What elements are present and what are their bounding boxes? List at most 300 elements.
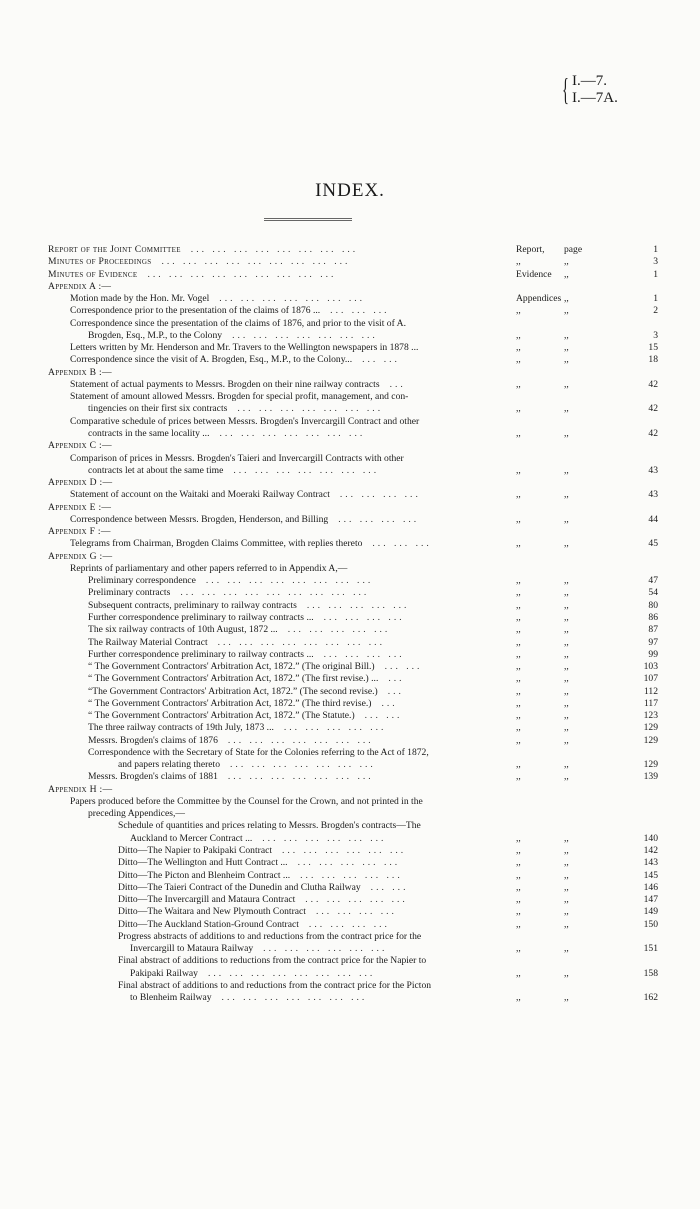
- dot-leader: ... ... ... ...: [339, 489, 421, 501]
- index-entry-row: [48, 747, 658, 759]
- index-entry-row: [48, 612, 658, 624]
- dot-leader: ... ...: [364, 710, 403, 722]
- page-number: 86: [648, 611, 658, 623]
- page-number: 97: [648, 636, 658, 648]
- index-entry-label: [70, 538, 508, 550]
- source-page-word: ,,: [564, 624, 569, 636]
- dot-leader: ... ... ...: [372, 538, 432, 550]
- index-entry-row: [48, 293, 658, 305]
- page-number: 103: [643, 661, 658, 673]
- source-section: ,,: [516, 771, 521, 783]
- dot-leader: ...: [387, 685, 404, 697]
- index-entry-row: [48, 968, 658, 980]
- index-entry-label: [88, 649, 508, 661]
- source-page-word: ,,: [564, 587, 569, 599]
- page-number: 129: [643, 722, 658, 734]
- dot-leader: ... ... ... ...: [338, 513, 420, 525]
- source-section: Report,: [516, 244, 545, 255]
- entry-text: Ditto—The Waitara and New Plymouth Contract: [118, 906, 306, 918]
- index-entry-label: [88, 637, 508, 649]
- source-section: ,,: [516, 869, 521, 881]
- source-section: ,,: [516, 857, 521, 869]
- index-entry-label: [48, 269, 508, 281]
- index-heading-row: [48, 281, 658, 293]
- dot-leader: ... ... ... ... ... ... ...: [230, 759, 376, 771]
- index-heading-row: [48, 244, 658, 256]
- index-entry-row: [48, 318, 658, 330]
- dot-leader: ... ... ... ... ...: [283, 722, 387, 734]
- index-entry-label: [48, 526, 508, 538]
- index-entry-row: [48, 661, 658, 673]
- index-entry-row: [48, 587, 658, 599]
- index-entry-label: [130, 992, 508, 1004]
- entry-text: Correspondence with the Secretary of State for the Colonies referring to the Act of 1872,: [88, 746, 429, 758]
- index-entry-row: [48, 980, 658, 992]
- source-page-word: ,,: [564, 575, 569, 587]
- source-section: ,,: [516, 575, 521, 587]
- source-page-word: ,,: [564, 685, 569, 697]
- source-page-word: ,,: [564, 881, 569, 893]
- entry-text: The three railway contracts of 19th July, 1873 ...: [88, 722, 274, 734]
- index-entry-row: [48, 882, 658, 894]
- entry-text: contracts let at about the same time: [88, 464, 224, 476]
- page-number: 129: [643, 734, 658, 746]
- index-entry-label: [48, 367, 508, 379]
- dot-leader: ... ... ... ... ... ...: [263, 943, 388, 955]
- index-entry-label: [88, 587, 508, 599]
- entry-text: “The Government Contractors' Arbitration Act, 1872.” (The second revise.): [88, 685, 378, 697]
- index-entry-label: [70, 489, 508, 501]
- entry-text: Correspondence between Messrs. Brogden, Henderson, and Billing: [70, 513, 329, 525]
- index-entry-label: [88, 403, 508, 415]
- entry-text: Preliminary correspondence: [88, 575, 196, 587]
- source-section: ,,: [516, 329, 521, 341]
- index-entry-label: [88, 686, 508, 698]
- reference-line-2: I.—7A.: [572, 90, 618, 106]
- index-entry-row: [48, 820, 658, 832]
- dot-leader: ... ... ... ... ... ... ... ... ...: [147, 268, 337, 280]
- source-page-word: ,,: [564, 329, 569, 341]
- dot-leader: ... ... ... ... ... ...: [262, 832, 387, 844]
- source-page-word: ,,: [564, 342, 569, 354]
- page-number: 15: [648, 342, 658, 354]
- source-page-word: ,,: [564, 734, 569, 746]
- entry-text: contracts in the same locality ...: [88, 427, 210, 439]
- source-section: ,,: [516, 599, 521, 611]
- index-entry-label: [88, 735, 508, 747]
- entry-text: Ditto—The Napier to Pakipaki Contract: [118, 845, 272, 857]
- index-entry-label: [88, 747, 508, 759]
- source-section: ,,: [516, 305, 521, 317]
- source-page-word: ,,: [564, 354, 569, 366]
- source-page-word: ,,: [564, 967, 569, 979]
- entry-text: Statement of actual payments to Messrs. Brogden on their nine railway contracts: [70, 378, 380, 390]
- source-page-word: ,,: [564, 918, 569, 930]
- dot-leader: ... ...: [384, 661, 423, 673]
- index-entry-label: [118, 980, 508, 992]
- source-section: ,,: [516, 697, 521, 709]
- entry-text: to Blenheim Railway: [130, 992, 212, 1004]
- dot-leader: ... ... ... ... ... ... ...: [233, 464, 380, 476]
- index-heading-row: [48, 502, 658, 514]
- page-number: 123: [643, 710, 658, 722]
- entry-text: Auckland to Mercer Contract ...: [130, 832, 253, 844]
- index-entry-row: [48, 600, 658, 612]
- source-section: ,,: [516, 427, 521, 439]
- page-number: 151: [643, 943, 658, 955]
- reference-line-1: I.—7.: [572, 73, 607, 89]
- page-number: 87: [648, 624, 658, 636]
- dot-leader: ...: [389, 378, 406, 390]
- page-number: 2: [653, 305, 658, 317]
- source-section: ,,: [516, 832, 521, 844]
- entry-text: Appendix A :—: [48, 280, 112, 292]
- source-section: ,,: [516, 967, 521, 979]
- entry-text: The six railway contracts of 10th August, 1872 ...: [88, 624, 278, 636]
- index-entry-label: [130, 943, 508, 955]
- index-entry-label: [70, 453, 508, 465]
- entry-text: “ The Government Contractors' Arbitration Act, 1872.” (The third revise.): [88, 697, 372, 709]
- entry-text: Appendix F :—: [48, 526, 111, 538]
- source-page-word: ,,: [564, 256, 569, 268]
- entry-text: “ The Government Contractors' Arbitration Act, 1872.” (The first revise.) ...: [88, 673, 379, 685]
- source-page-word: ,,: [564, 894, 569, 906]
- page-number: 107: [643, 673, 658, 685]
- entry-text: Correspondence prior to the presentation of the claims of 1876 ...: [70, 305, 321, 317]
- entry-text: Final abstract of additions to reductions from the contract price for the Napier to: [118, 955, 427, 967]
- index-heading-row: [48, 526, 658, 538]
- index-entry-label: [88, 575, 508, 587]
- source-section: ,,: [516, 403, 521, 415]
- page-number: 146: [643, 881, 658, 893]
- index-entry-label: [48, 784, 508, 796]
- entry-text: Invercargill to Mataura Railway: [130, 943, 254, 955]
- index-entry-row: [48, 698, 658, 710]
- index-entry-label: [118, 870, 508, 882]
- source-section: Appendices: [516, 293, 562, 305]
- dot-leader: ... ... ... ... ... ... ... ...: [205, 575, 374, 587]
- entry-text: Papers produced before the Committee by the Counsel for the Crown, and not printed in the: [70, 795, 423, 807]
- dot-leader: ...: [388, 673, 405, 685]
- dot-leader: ... ... ... ...: [323, 611, 405, 623]
- index-entry-label: [70, 305, 508, 317]
- source-page-word: ,,: [564, 906, 569, 918]
- dot-leader: ... ... ... ... ... ... ... ...: [207, 967, 376, 979]
- source-page-word: ,,: [564, 857, 569, 869]
- index-entry-label: [48, 440, 508, 452]
- index-entry-row: [48, 870, 658, 882]
- source-section: Evidence: [516, 268, 552, 280]
- dot-leader: ...: [381, 697, 398, 709]
- page-number: 140: [643, 832, 658, 844]
- entry-text: Telegrams from Chairman, Brogden Claims Committee, with replies thereto: [70, 538, 363, 550]
- index-entry-label: [88, 698, 508, 710]
- index-entry-row: [48, 673, 658, 685]
- index-entry-label: [88, 330, 508, 342]
- entry-text: Appendix D :—: [48, 477, 113, 489]
- dot-leader: ... ... ... ... ...: [300, 869, 403, 881]
- dot-leader: ... ... ... ... ... ... ... ... ...: [161, 256, 351, 268]
- index-entry-row: [48, 919, 658, 931]
- index-entry-row: [48, 403, 658, 415]
- dot-leader: ... ... ... ... ... ... ...: [219, 293, 366, 305]
- source-section: ,,: [516, 661, 521, 673]
- entry-text: preceding Appendices,—: [88, 808, 185, 820]
- page-number: 139: [643, 771, 658, 783]
- source-section: ,,: [516, 378, 521, 390]
- entry-text: Comparative schedule of prices between Messrs. Brogden's Invercargill Contract and other: [70, 415, 420, 427]
- source-page-word: ,,: [564, 845, 569, 857]
- source-page-word: ,,: [564, 992, 569, 1004]
- index-entry-label: [118, 931, 508, 943]
- dot-leader: ... ... ...: [330, 305, 390, 317]
- source-page-word: ,,: [564, 403, 569, 415]
- index-entry-label: [118, 894, 508, 906]
- entry-text: Ditto—The Taieri Contract of the Dunedin and Clutha Railway: [118, 881, 361, 893]
- index-entry-row: [48, 489, 658, 501]
- dot-leader: ... ... ... ... ... ... ...: [227, 771, 374, 783]
- index-heading-row: [48, 784, 658, 796]
- source-section: ,,: [516, 734, 521, 746]
- source-page-word: ,,: [564, 771, 569, 783]
- page-number: 3: [653, 329, 658, 341]
- index-entry-label: [88, 624, 508, 636]
- entry-text: Minutes of Evidence: [48, 268, 138, 280]
- source-page-word: ,,: [564, 538, 569, 550]
- source-page-word: ,,: [564, 427, 569, 439]
- entry-text: Report of the Joint Committee: [48, 244, 181, 255]
- index-entry-row: [48, 992, 658, 1004]
- entry-text: tingencies on their first six contracts: [88, 403, 228, 415]
- index-entry-row: [48, 722, 658, 734]
- dot-leader: ... ... ... ... ... ... ... ...: [217, 636, 385, 648]
- source-page-word: ,,: [564, 268, 569, 280]
- index-entry-label: [118, 882, 508, 894]
- index-entry-label: [118, 919, 508, 931]
- index-entry-label: [88, 612, 508, 624]
- entry-text: Final abstract of additions to and reductions from the contract price for the Picton: [118, 979, 432, 991]
- index-entry-row: [48, 857, 658, 869]
- index-entry-row: [48, 894, 658, 906]
- index-entry-row: [48, 575, 658, 587]
- index-entry-row: [48, 514, 658, 526]
- index-entry-label: [70, 354, 508, 366]
- entry-text: Reprints of parliamentary and other papers referred to in Appendix A,—: [70, 562, 348, 574]
- source-section: ,,: [516, 587, 521, 599]
- page-number: 42: [648, 403, 658, 415]
- entry-text: Further correspondence preliminary to railway contracts ...: [88, 648, 314, 660]
- index-entry-row: [48, 538, 658, 550]
- source-page-word: ,,: [564, 869, 569, 881]
- index-entry-row: [48, 796, 658, 808]
- index-entry-label: [130, 833, 508, 845]
- page-number: 43: [648, 464, 658, 476]
- dot-leader: ... ... ... ... ... ...: [282, 845, 407, 857]
- dot-leader: ... ... ... ... ... ... ... ... ...: [180, 587, 370, 599]
- index-entry-row: [48, 833, 658, 845]
- entry-text: Correspondence since the presentation of the claims of 1876, and prior to the visit of A.: [70, 317, 406, 329]
- source-section: ,,: [516, 624, 521, 636]
- source-section: ,,: [516, 894, 521, 906]
- source-section: ,,: [516, 918, 521, 930]
- source-section: ,,: [516, 710, 521, 722]
- index-heading-row: [48, 477, 658, 489]
- entry-text: Schedule of quantities and prices relating to Messrs. Brogden's contracts—The: [118, 820, 421, 832]
- index-entry-label: [88, 710, 508, 722]
- page-title: INDEX.: [315, 180, 385, 201]
- source-page-word: ,,: [564, 722, 569, 734]
- index-entry-row: [48, 931, 658, 943]
- index-entry-row: [48, 624, 658, 636]
- index-entry-label: [48, 244, 508, 256]
- dot-leader: ... ...: [362, 354, 400, 366]
- index-list: [48, 244, 658, 1004]
- source-section: ,,: [516, 845, 521, 857]
- dot-leader: ... ... ... ... ...: [305, 894, 408, 906]
- index-entry-row: [48, 735, 658, 747]
- index-entry-label: [88, 465, 508, 477]
- source-page-word: ,,: [564, 464, 569, 476]
- page-number: 112: [643, 685, 658, 697]
- dot-leader: ... ... ... ... ... ... ...: [227, 734, 374, 746]
- source-page-word: ,,: [564, 293, 569, 305]
- source-page-word: ,,: [564, 832, 569, 844]
- index-entry-label: [88, 661, 508, 673]
- entry-text: Subsequent contracts, preliminary to railway contracts: [88, 599, 297, 611]
- index-entry-row: [48, 330, 658, 342]
- source-page-word: ,,: [564, 697, 569, 709]
- index-entry-row: [48, 943, 658, 955]
- entry-text: “ The Government Contractors' Arbitration Act, 1872.” (The Statute.): [88, 710, 355, 722]
- index-entry-row: [48, 342, 658, 354]
- index-entry-label: [118, 955, 508, 967]
- page-number: 3: [653, 256, 658, 268]
- source-page-word: ,,: [564, 513, 569, 525]
- source-section: ,,: [516, 513, 521, 525]
- index-entry-row: [48, 379, 658, 391]
- dot-leader: ... ... ... ... ...: [297, 857, 401, 869]
- index-entry-label: [88, 808, 508, 820]
- index-entry-row: [48, 845, 658, 857]
- index-entry-label: [118, 759, 508, 771]
- source-section: ,,: [516, 759, 521, 771]
- entry-text: Further correspondence preliminary to railway contracts ...: [88, 611, 314, 623]
- entry-text: Messrs. Brogden's claims of 1876: [88, 734, 218, 746]
- index-entry-label: [118, 857, 508, 869]
- dot-leader: ... ... ... ...: [323, 648, 405, 660]
- index-entry-row: [48, 808, 658, 820]
- index-entry-label: [118, 845, 508, 857]
- source-section: ,,: [516, 464, 521, 476]
- entry-text: Comparison of prices in Messrs. Brogden's Taieri and Invercargill Contracts with other: [70, 452, 404, 464]
- index-entry-row: [48, 465, 658, 477]
- index-entry-label: [88, 771, 508, 783]
- source-section: ,,: [516, 354, 521, 366]
- index-entry-label: [70, 416, 508, 428]
- index-entry-label: [48, 551, 508, 563]
- index-heading-row: [48, 367, 658, 379]
- source-page-word: ,,: [564, 599, 569, 611]
- page-number: 80: [648, 599, 658, 611]
- page-number: 47: [648, 575, 658, 587]
- source-page-word: ,,: [564, 305, 569, 317]
- index-entry-row: [48, 710, 658, 722]
- dot-leader: ... ...: [370, 881, 409, 893]
- page-number: 129: [643, 759, 658, 771]
- entry-text: Letters written by Mr. Henderson and Mr. Travers to the Wellington newspapers in 1878 ...: [70, 342, 419, 354]
- page-number: 162: [643, 992, 658, 1004]
- index-entry-row: [48, 906, 658, 918]
- source-page-word: ,,: [564, 611, 569, 623]
- page-number: 1: [653, 293, 658, 305]
- index-heading-row: [48, 551, 658, 563]
- page-number: 142: [643, 845, 658, 857]
- entry-text: Correspondence since the visit of A. Brogden, Esq., M.P., to the Colony...: [70, 354, 353, 366]
- source-page-word: ,,: [564, 661, 569, 673]
- page-number: 42: [648, 378, 658, 390]
- dot-leader: ... ... ... ... ... ... ...: [221, 992, 368, 1004]
- source-page-word: page: [564, 244, 583, 255]
- index-entry-label: [48, 477, 508, 489]
- source-page-word: ,,: [564, 378, 569, 390]
- entry-text: Motion made by the Hon. Mr. Vogel: [70, 293, 210, 305]
- page-number: 44: [648, 513, 658, 525]
- page-number: 42: [648, 427, 658, 439]
- entry-text: Brogden, Esq., M.P., to the Colony: [88, 329, 223, 341]
- dot-leader: ... ... ... ... ...: [306, 599, 410, 611]
- entry-text: Appendix C :—: [48, 440, 112, 452]
- index-entry-label: [88, 600, 508, 612]
- index-entry-label: [70, 391, 508, 403]
- index-entry-row: [48, 649, 658, 661]
- page-number: 18: [648, 354, 658, 366]
- entry-text: Minutes of Proceedings: [48, 256, 152, 268]
- source-section: ,,: [516, 722, 521, 734]
- entry-text: Statement of account on the Waitaki and Moeraki Railway Contract: [70, 489, 330, 501]
- entry-text: The Railway Material Contract: [88, 636, 208, 648]
- page-number: 99: [648, 648, 658, 660]
- source-section: ,,: [516, 611, 521, 623]
- page-number: 117: [643, 697, 658, 709]
- index-heading-row: [48, 269, 658, 281]
- entry-text: Appendix E :—: [48, 501, 112, 513]
- page-number: 158: [643, 967, 658, 979]
- source-section: ,,: [516, 489, 521, 501]
- source-section: ,,: [516, 636, 521, 648]
- index-entry-row: [48, 391, 658, 403]
- dot-leader: ... ... ... ... ... ... ...: [232, 329, 378, 341]
- index-entry-row: [48, 771, 658, 783]
- index-heading-row: [48, 440, 658, 452]
- dot-leader: ... ... ... ... ...: [287, 624, 391, 636]
- page-number: 145: [643, 869, 658, 881]
- page-number: 150: [643, 918, 658, 930]
- entry-text: Appendix B :—: [48, 366, 112, 378]
- entry-text: Appendix H :—: [48, 783, 113, 795]
- index-entry-label: [48, 281, 508, 293]
- page-number: 1: [653, 244, 658, 255]
- dot-leader: ... ... ... ...: [308, 918, 390, 930]
- entry-text: Messrs. Brogden's claims of 1881: [88, 771, 218, 783]
- source-section: ,,: [516, 906, 521, 918]
- entry-text: Progress abstracts of additions to and reductions from the contract price for the: [118, 930, 422, 942]
- index-heading-row: [48, 256, 658, 268]
- entry-text: Appendix G :—: [48, 550, 113, 562]
- entry-text: Ditto—The Auckland Station-Ground Contract: [118, 918, 299, 930]
- dot-leader: ... ... ... ...: [315, 906, 397, 918]
- entry-text: “ The Government Contractors' Arbitration Act, 1872.” (The original Bill.): [88, 661, 375, 673]
- dot-leader: ... ... ... ... ... ... ... ...: [190, 244, 359, 255]
